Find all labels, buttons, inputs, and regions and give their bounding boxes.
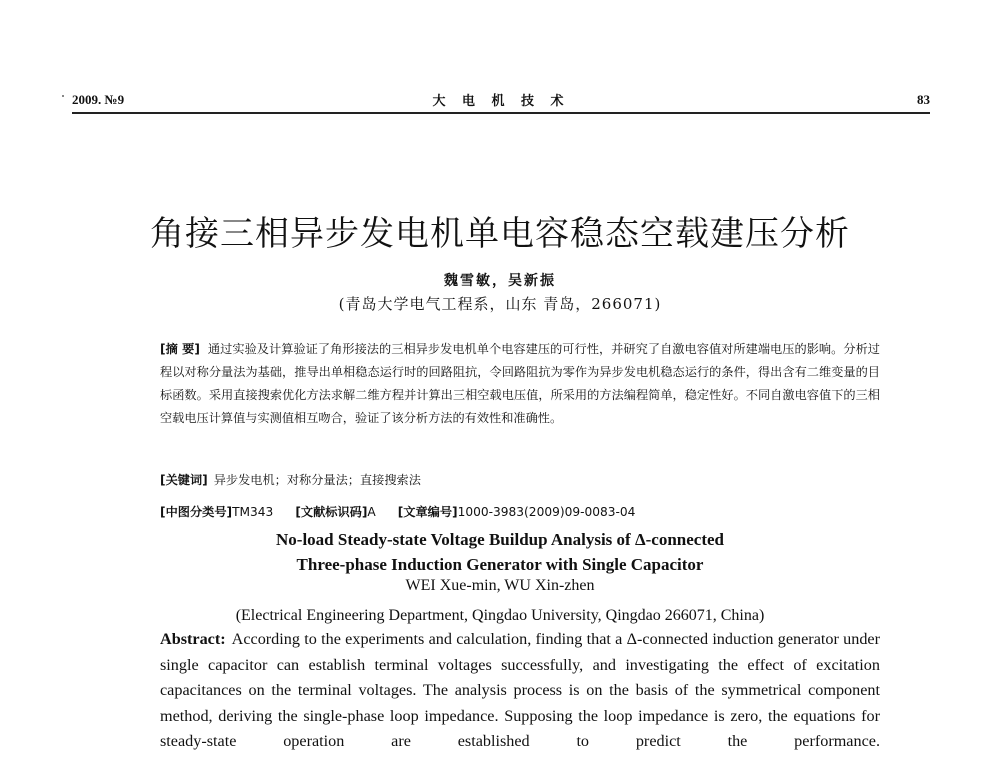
affiliation-en: (Electrical Engineering Department, Qingdao University, Qingdao 266071, China) — [235, 607, 765, 624]
keywords-zh-text: 异步发电机；对称分量法；直接搜索法 — [213, 473, 421, 487]
paper-title-en-line1: No-load Steady-state Voltage Buildup Analysis of Δ-connected — [276, 530, 724, 549]
clc-label: [中图分类号] — [160, 505, 233, 519]
authors-zh: 魏雪敏，吴新振 — [444, 273, 556, 289]
doc-code-value: A — [367, 505, 376, 519]
keywords-zh-label: [关键词] — [160, 473, 208, 487]
abstract-en-text: According to the experiments and calculation, finding that a Δ-connected induction generator under single capacitor can establish terminal voltages successfully, and investigating the effect of excitation capacitances on the terminal voltages. The analysis process is on the basis of the symmetrical component method, deriving the single-phase loop impedance. Supposing the loop impedance is zero, the equations for steady-state operation are established to predict the performance. — [160, 630, 880, 750]
article-id-value: 1000-3983(2009)09-0083-04 — [457, 505, 636, 519]
affiliation-zh: (青岛大学电气工程系，山东 青岛，266071) — [338, 295, 662, 313]
abstract-zh — [160, 338, 880, 430]
clc-value: TM343 — [232, 505, 274, 519]
paper-title-en — [0, 527, 1000, 577]
running-header — [72, 90, 930, 114]
abstract-en — [160, 627, 880, 755]
journal-name: 大 电 机 技 术 — [432, 94, 570, 109]
scan-dot — [62, 95, 64, 97]
authors-en: WEI Xue-min, WU Xin-zhen — [405, 577, 595, 594]
article-id-label: [文章编号] — [397, 505, 458, 519]
doc-code-label: [文献标识码] — [295, 505, 368, 519]
keywords-zh — [160, 471, 421, 488]
paper-title-en-line2: Three-phase Induction Generator with Single Capacitor — [296, 555, 704, 574]
abstract-zh-text: 通过实验及计算验证了角形接法的三相异步发电机单个电容建压的可行性，并研究了自激电容值对所建端电压的影响。分析过程以对称分量法为基础，推导出单相稳态运行时的回路阻抗，令回路阻抗为零作为异步发电机稳态运行的条件，得出含有二维变量的目标函数。采用直接搜索优化方法求解二维方程并计算出三相空载电压值，所采用的方法编程简单，稳定性好。不同自激电容值下的三相空载电压计算值与实测值相互吻合，验证了该分析方法的有效性和准确性。 — [160, 342, 880, 425]
paper-title-zh: 角接三相异步发电机单电容稳态空载建压分析 — [150, 214, 850, 254]
issue-number: 2009. №9 — [72, 92, 125, 107]
abstract-en-label: Abstract: — [160, 630, 226, 648]
page-number: 83 — [917, 92, 930, 107]
abstract-zh-label: [摘 要] — [160, 342, 200, 356]
classification-zh — [160, 503, 635, 520]
